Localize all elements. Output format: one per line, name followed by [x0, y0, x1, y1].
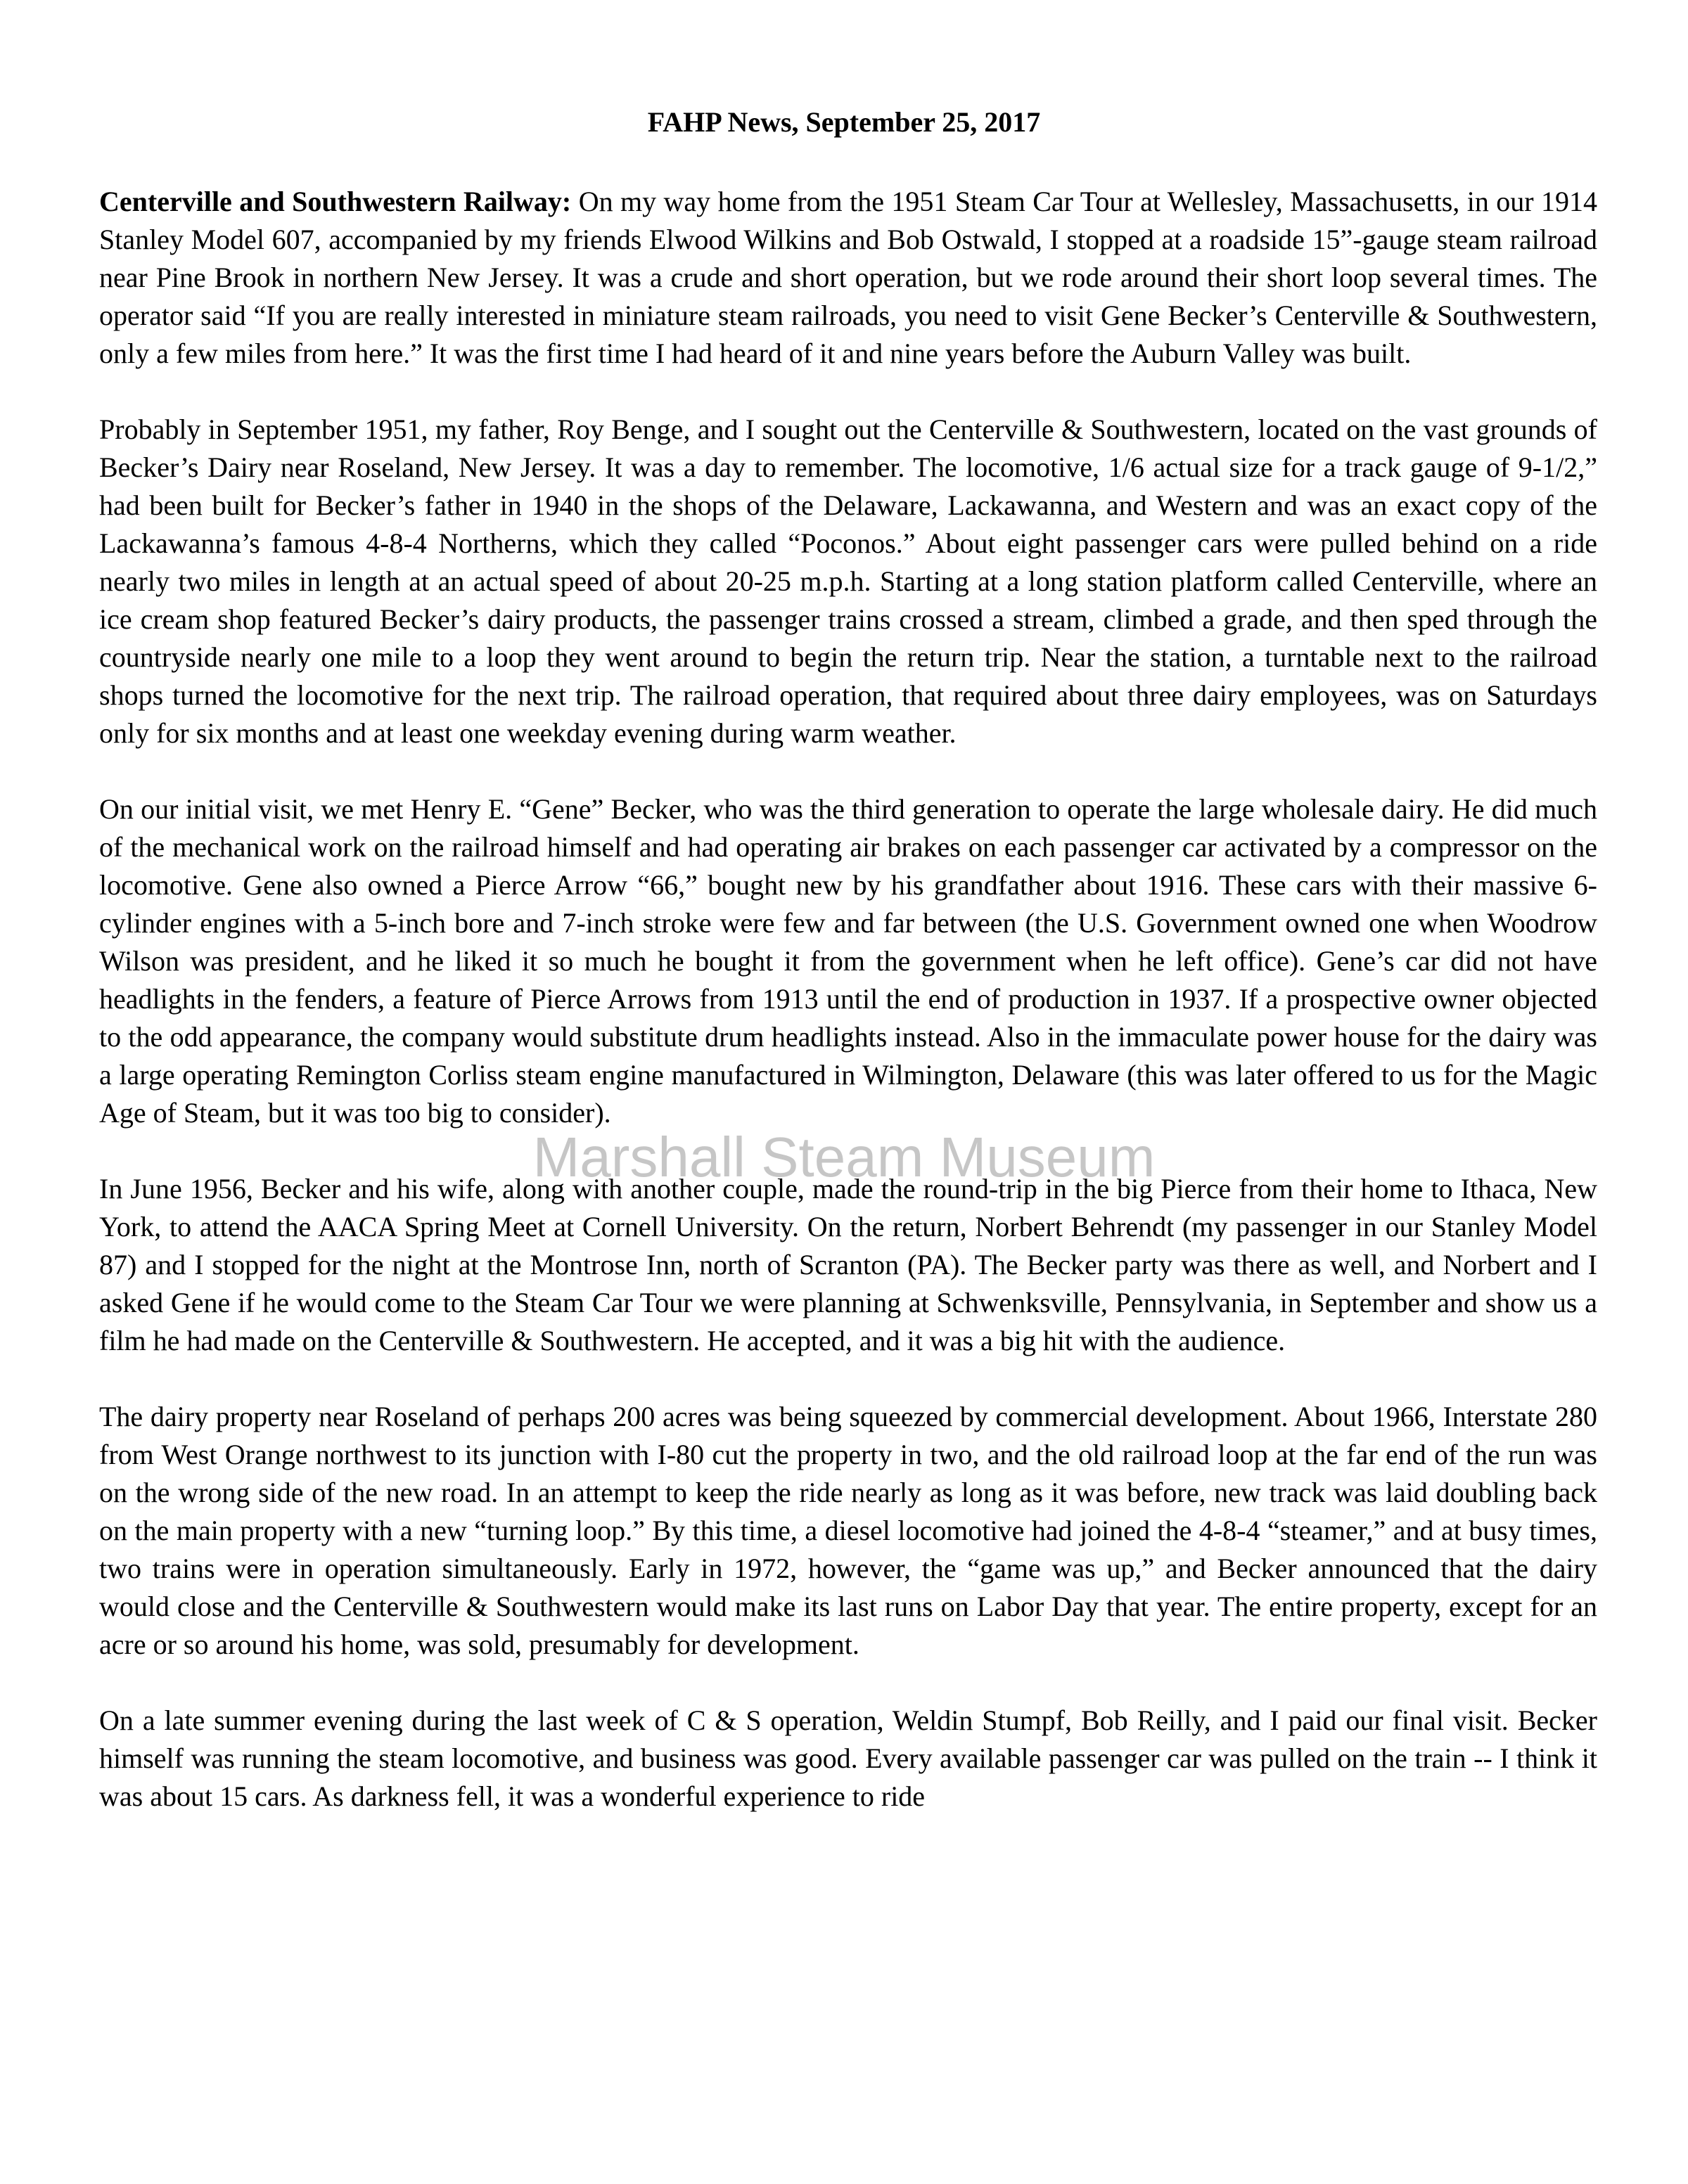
- article-body: [99, 183, 1597, 1854]
- paragraph-5: The dairy property near Roseland of perhaps 200 acres was being squeezed by commercial development. About 1966, Interstate 280 from West Orange northwest to its junction with I-80 cut the property in two, and the old railroad loop at the far end of the run was on the wrong side of the new road. In an attempt to keep the ride nearly as long as it was before, new track was laid doubling back on the main property with a new “turning loop.” By this time, a diesel locomotive had joined the 4-8-4 “steamer,” and at busy times, two trains were in operation simultaneously. Early in 1972, however, the “game was up,” and Becker announced that the dairy would close and the Centerville & Southwestern would make its last runs on Labor Day that year. The entire property, except for an acre or so around his home, was sold, presumably for development.: [99, 1401, 1597, 1660]
- watermark: Marshall Steam Museum: [532, 1126, 1156, 1188]
- paragraph-6: On a late summer evening during the last week of C & S operation, Weldin Stumpf, Bob Reilly, and I paid our final visit. Becker himself was running the steam locomotive, and business was good. Every available passenger car was pulled on the train -- I think it was about 15 cars. As darkness fell, it was a wonderful experience to ride: [99, 1704, 1597, 1812]
- paragraph-1: [99, 183, 1597, 373]
- paragraph-4: In June 1956, Becker and his wife, along with another couple, made the round-trip in the big Pierce from their home to Ithaca, New York, to attend the AACA Spring Meet at Cornell University. On the return, Norbert Behrendt (my passenger in our Stanley Model 87) and I stopped for the night at the Montrose Inn, north of Scranton (PA). The Becker party was there as well, and Norbert and I asked Gene if he would come to the Steam Car Tour we were planning at Schwenksville, Pennsylvania, in September and show us a film he had made on the Centerville & Southwestern. He accepted, and it was a big hit with the audience.: [99, 1173, 1597, 1356]
- paragraph-2: Probably in September 1951, my father, Roy Benge, and I sought out the Centerville & Southwestern, located on the vast grounds of Becker’s Dairy near Roseland, New Jersey. It was a day to remember. The locomotive, 1/6 actual size for a track gauge of 9-1/2,” had been built for Becker’s father in 1940 in the shops of the Delaware, Lackawanna, and Western and was an exact copy of the Lackawanna’s famous 4-8-4 Northerns, which they called “Poconos.” About eight passenger cars were pulled behind on a ride nearly two miles in length at an actual speed of about 20-25 m.p.h. Starting at a long station platform called Centerville, where an ice cream shop featured Becker’s dairy products, the passenger trains crossed a stream, climbed a grade, and then sped through the countryside nearly one mile to a loop they went around to begin the return trip. Near the station, a turntable next to the railroad shops turned the locomotive for the next trip. The railroad operation, that required about three dairy employees, was on Saturdays only for six months and at least one weekday evening during warm weather.: [99, 413, 1597, 749]
- section-heading: Centerville and Southwestern Railway:: [99, 186, 579, 217]
- page-title: FAHP News, September 25, 2017: [647, 106, 1041, 138]
- paragraph-text: On my way home from the 1951 Steam Car Tour at Wellesley, Massachusetts, in our 1914 Stanley Model 607, accompanied by my friends Elwood Wilkins and Bob Ostwald, I stopped at a roadside 15”-gauge steam railroad near Pine Brook in northern New Jersey. It was a crude and short operation, but we rode around their short loop several times. The operator said “If you are really interested in miniature steam railroads, you need to visit Gene Becker’s Centerville & Southwestern, only a few miles from here.” It was the first time I had heard of it and nine years before the Auburn Valley was built.: [99, 186, 1598, 369]
- paragraph-3: On our initial visit, we met Henry E. “Gene” Becker, who was the third generation to operate the large wholesale dairy. He did much of the mechanical work on the railroad himself and had operating air brakes on each passenger car activated by a compressor on the locomotive. Gene also owned a Pierce Arrow “66,” bought new by his grandfather about 1916. These cars with their massive 6-cylinder engines with a 5-inch bore and 7-inch stroke were few and far between (the U.S. Government owned one when Woodrow Wilson was president, and he liked it so much he bought it from the government when he left office). Gene’s car did not have headlights in the fenders, a feature of Pierce Arrows from 1913 until the end of production in 1937. If a prospective owner objected to the odd appearance, the company would substitute drum headlights instead. Also in the immaculate power house for the dairy was a large operating Remington Corliss steam engine manufactured in Wilmington, Delaware (this was later offered to us for the Magic Age of Steam, but it was too big to consider).: [99, 793, 1597, 1129]
